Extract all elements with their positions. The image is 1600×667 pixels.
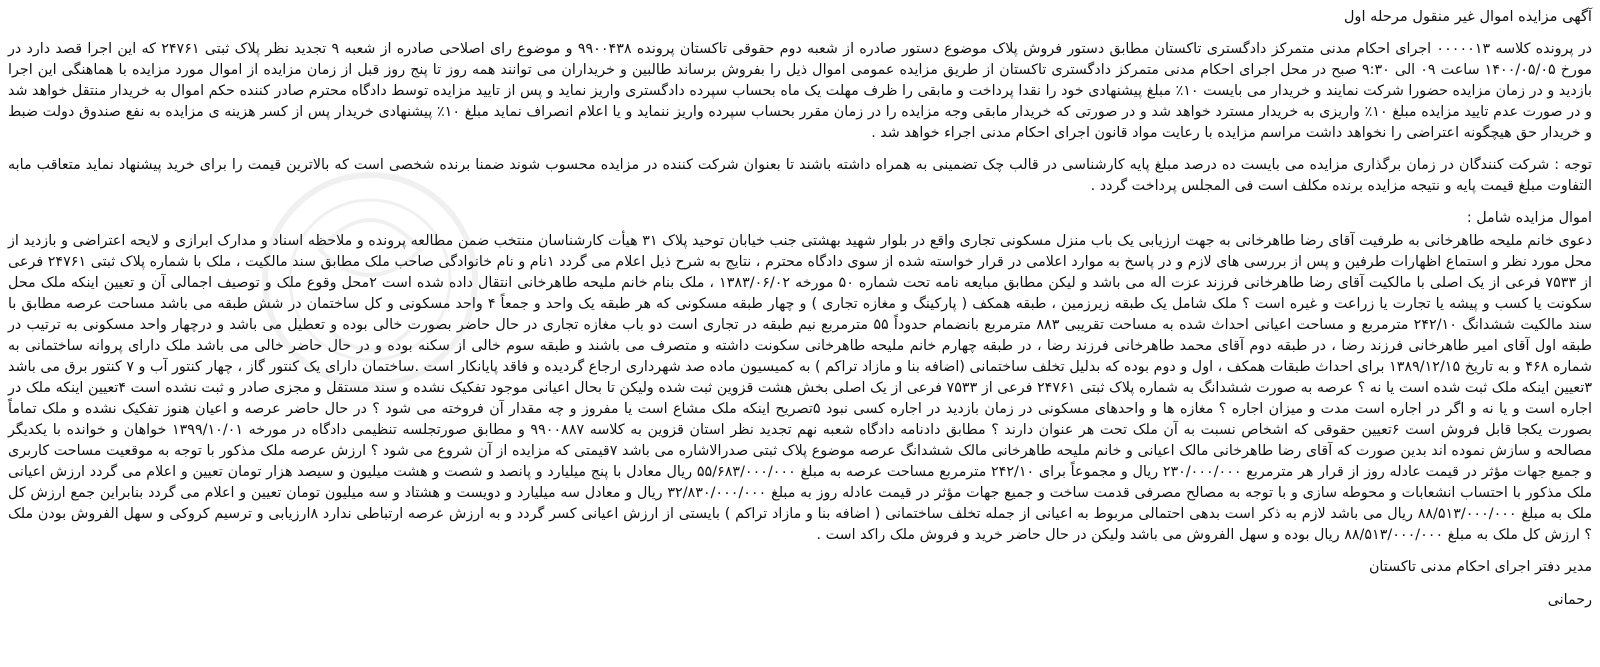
signer-name: رحمانی [1547,592,1592,608]
assets-heading: اموال مزایده شامل : [1466,210,1592,226]
intro-paragraph: در پرونده کلاسه ۰۰۰۰۰۱۳ اجرای احکام مدنی متمرکز دادگستری تاکستان مطابق دستور فروش پلاک موضوع دستور صادره از شعبه دوم حقوقی تاکستان پرونده ۹۹۰۰۴۳۸ و موضوع رای اصلاحی صادره از شعبه ۹ تجدید نظر پلاک ثبتی ۲۴۷۶۱ که این اجرا قصد دارد در مورخ ۱۴۰۰/۰۵/۰۵ ساعت ۰۹ الی ۹:۳۰ صبح در محل اجرای احکام مدنی متمرکز دادگستری تاکستان از طریق مزایده عمومی اموال ذیل را بفروش برساند طالبین و خریداران می توانند همه روز تا پنج روز قبل از زمان مزایده از اموال مورد مزایده با هماهنگی این اجرا بازدید و در زمان مزایده حضورا شرکت نمایند و خریدار می بایست ۱۰٪ مبلغ پیشنهادی خود را نقدا پرداخت و مابقی را ظرف مهلت یک ماه بحساب سپرده دادگستری واریز نماید و پس از تایید مزایده توسط دادگاه محترم صادر کننده حکم اموال به خریدار منتقل خواهد شد و در صورت عدم تایید مزایده مبلغ ۱۰٪ واریزی به خریدار مسترد خواهد شد و در صورتی که خریدار مابقی وجه مزایده را در زمان مقرر بحساب سپرده واریز ننماید و یا اعلام انصراف نماید مبلغ ۱۰٪ پیشنهادی خریدار پس از کسر هزینه ی مزایده به نفع صندوق دولت ضبط و خریدار حق هیچگونه اعتراضی را نخواهد داشت مراسم مزایده با رعایت مواد قانون اجرای احکام مدنی اجراء خواهد شد . [8,41,1593,141]
document-title: آگهی مزایده اموال غیر منقول مرحله اول [1343,8,1592,25]
note-paragraph: توجه : شرکت کنندگان در زمان برگذاری مزایده می بایست ده درصد مبلغ پایه کارشناسی در قالب چک تضمینی به همراه داشته باشند تا بعنوان شرکت کننده در مزایده محسوب شوند ضمنا برنده شخصی است که بالاترین قیمت را برای خرید پیشنهاد نماید متعاقب مابه التفاوت مبلغ قیمت پایه و نتیجه مزایده برنده مکلف است فی المجلس پرداخت گردد . [8,157,1592,194]
assets-paragraph: دعوی خانم ملیحه طاهرخانی به طرفیت آقای رضا طاهرخانی به جهت ارزیابی یک باب منزل مسکونی تجاری واقع در بلوار شهید بهشتی جنب خیابان توحید پلاک ۳۱ هیأت کارشناسان منتخب ضمن مطالعه پرونده و ملاحظه اسناد و مدارک ابرازی و لایحه اعتراضی و بازدید از محل مورد نظر و استماع اظهارات طرفین و پس از بررسی های لازم و در پاسخ به موارد اعلامی در قرار خواسته شده از سوی دادگاه محترم ، نتایج به شرح ذیل اعلام می گردد ۱نام و نام خانوادگی صاحب ملک مطابق سند مالکیت ، ملک با شماره پلاک ثبتی ۲۴۷۶۱ فرعی از ۷۵۳۳ فرعی از یک اصلی با مالکیت آقای رضا طاهرخانی فرزند عزت اله می باشد و لیکن مطابق مبایعه نامه تحت شماره ۵۰ مورخه ۱۳۸۳/۰۶/۰۲ ، ملک بنام خانم ملیحه طاهرخانی انتقال داده شده است ۲محل وقوع ملک و توصیف اجمالی آن و تعیین اینکه ملک محل سکونت یا کسب و پیشه یا تجارت یا زراعت و غیره است ؟ ملک شامل یک طبقه زیرزمین ، طبقه همکف ( پارکینگ و مغازه تجاری ) و چهار طبقه مسکونی که هر طبقه یک واحد و جمعاً ۴ واحد مسکونی و کل ساختمان در شش طبقه می باشد مساحت عرصه مطابق با سند مالکیت ششدانگ ۲۴۲/۱۰ مترمربع و مساحت اعیانی احداث شده به مساحت تقریبی ۸۸۳ مترمربع بانضمام حدوداً ۵۵ مترمربع نیم طبقه در تجاری است دو باب مغازه تجاری در حال حاضر بصورت خالی بوده و تعطیل می باشد و درچهار واحد مسکونی به ترتیب در طبقه اول آقای امیر طاهرخانی فرزند رضا ، در طبقه دوم آقای محمد طاهرخانی فرزند رضا ، در طبقه چهارم خانم ملیحه طاهرخانی سکونت داشته و متصرف می باشند و طبقه سوم خالی از سکنه بوده و در حال حاضر خالی می باشد ملک دارای پروانه ساختمانی به شماره ۴۶۸ و به تاریخ ۱۳۸۹/۱۲/۱۵ برای احداث طبقات همکف ، اول و دوم بوده که بدلیل تخلف ساختمانی (اضافه بنا و مازاد تراکم ) به کمیسیون ماده صد شهرداری ارجاع گردیده و فاقد پایانکار است .ساختمان دارای یک کنتور گاز ، چهار کنتور آب و ۷ کنتور برق می باشد ۳تعیین اینکه ملک ثبت شده است یا نه ؟ عرصه به صورت ششدانگ به شماره پلاک ثبتی ۲۴۷۶۱ فرعی از ۷۵۳۳ فرعی از یک اصلی بخش هشت قزوین ثبت شده ولیکن تا بحال اعیانی موجود تفکیک نشده و سند مستقل و مجزی صادر و ثبت نشده است ۴تعیین اینکه ملک در اجاره است و یا نه و اگر در اجاره است مدت و میزان اجاره ؟ مغازه ها و واحدهای مسکونی در زمان بازدید در اجاره کسی نبود ۵تصریح اینکه ملک مشاع است یا مفروز و چه مقدار آن فروخته می شود ؟ در حال حاضر عرصه و اعیان هنوز تفکیک نشده و ملک تماماً بصورت یکجا قابل فروش است ۶تعیین حقوقی که اشخاص نسبت به آن ملک تحت هر عنوان دارند ؟ مطابق دادنامه دادگاه شعبه نهم تجدید نظر استان قزوین به کلاسه ۹۹۰۰۸۸۷ و مطابق صورتجلسه تنظیمی دادگاه در مورخه ۱۳۹۹/۱۰/۰۱ خواهان و خوانده با یکدیگر مصالحه و سازش نموده اند بدین صورت که آقای رضا طاهرخانی مالک اعیانی و خانم ملیحه طاهرخانی مالک ششدانگ عرصه موضوع پلاک ثبتی صدرالاشاره می باشد ۷قیمتی که مزایده از آن شروع می شود ؟ ارزش عرصه ملک مذکور با توجه به موقعیت مساحت کاربری و جمیع جهات مؤثر در قیمت عادله روز از قرار هر مترمربع ۲۳۰/۰۰۰/۰۰۰ ریال و مجموعاً برای ۲۴۲/۱۰ مترمربع مساحت عرصه به مبلغ ۵۵/۶۸۳/۰۰۰/۰۰۰ ریال معادل با پنج میلیارد و پانصد و شصت و هشت میلیون و سیصد هزار تومان تعیین و اعلام می گردد ارزش اعیانی ملک مذکور با احتساب انشعابات و محوطه سازی و با توجه به مصالح مصرفی قدمت ساخت و جمیع جهات مؤثر در قیمت عادله روز به مبلغ ۳۲/۸۳۰/۰۰۰/۰۰۰ ریال و معادل سه میلیارد و دویست و هشتاد و سه میلیون تومان تعیین و اعلام می گردد بنابراین جمع ارزش کل ملک به مبلغ ۸۸/۵۱۳/۰۰۰/۰۰۰ ریال می باشد لازم به ذکر است بدهی احتمالی مربوط به اعیانی از جمله تخلف ساختمانی ( اضافه بنا و مازاد تراکم ) بایستی از ارزش اعیانی کسر گردد و به ارزش عرصه ارتباطی ندارد ۸ارزیابی و ترسیم کروکی و سهل الفروش بودن ملک ؟ ارزش کل ملک به مبلغ ۸۸/۵۱۳/۰۰۰/۰۰۰ ریال بوده و سهل الفروش می باشد ولیکن در حال حاضر خرید و فروش ملک راکد است . [8,233,1593,543]
signature-title: مدیر دفتر اجرای احکام مدنی تاکستان [1368,559,1592,575]
